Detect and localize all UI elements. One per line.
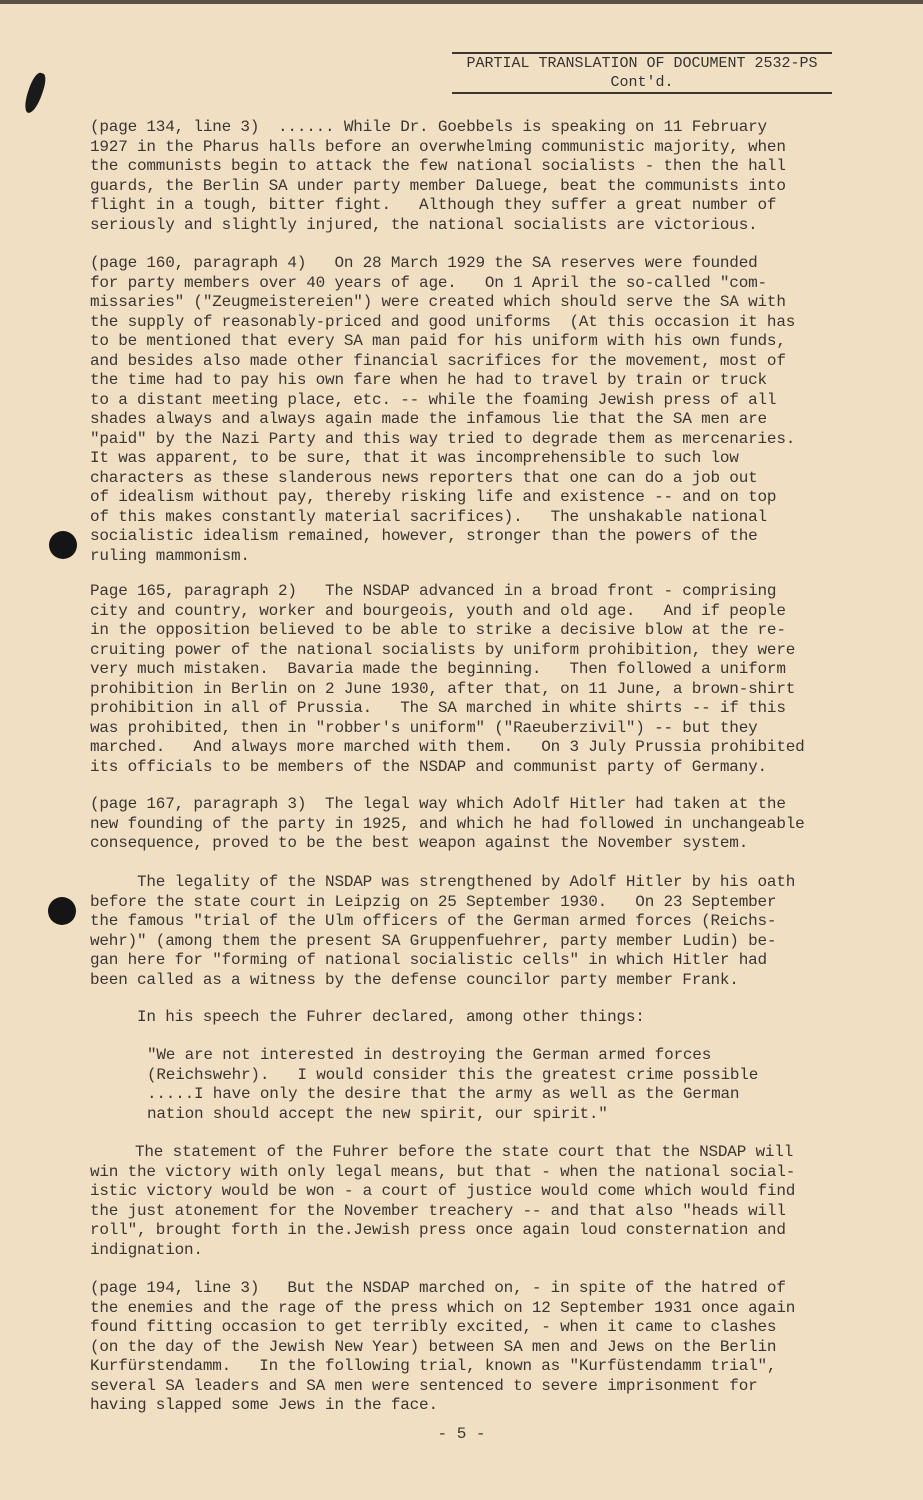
paragraph-legality <box>90 873 795 990</box>
text-line: prohibition in all of Prussia. The SA marched in white shirts -- if this <box>90 699 786 717</box>
text-line: the time had to pay his own fare when he had to travel by train or truck <box>90 371 767 389</box>
text-line: very much mistaken. Bavaria made the beginning. Then followed a uniform <box>90 660 786 678</box>
text-line: the communists begin to attack the few national socialists - then the hall <box>90 157 786 175</box>
text-line: The statement of the Fuhrer before the state court that the NSDAP will <box>135 1143 794 1161</box>
text-line: missaries" ("Zeugmeistereien") were created which should serve the SA with <box>90 293 786 311</box>
paragraph-page-160 <box>90 254 795 566</box>
text-line: In his speech the Fuhrer declared, among other things: <box>137 1008 645 1026</box>
text-line: been called as a witness by the defense councilor party member Frank. <box>90 970 739 989</box>
text-line: .....I have only the desire that the army as well as the German <box>147 1085 740 1103</box>
text-line: seriously and slightly injured, the national socialists are victorious. <box>90 215 758 234</box>
text-line: (on the day of the Jewish New Year) between SA men and Jews on the Berlin <box>90 1337 777 1356</box>
paragraph-page-194 <box>90 1279 795 1416</box>
text-line: to be mentioned that every SA man paid for his uniform with his own funds, <box>90 332 786 350</box>
text-line: gan here for "forming of national socialistic cells" in which Hitler had <box>90 951 767 969</box>
block-quote <box>147 1046 758 1124</box>
text-line: marched. And always more marched with them. On 3 July Prussia prohibited <box>90 738 805 756</box>
text-line: "We are not interested in destroying the German armed forces <box>147 1046 712 1064</box>
text-line: cruiting power of the national socialists by uniform prohibition, they were <box>90 640 796 659</box>
text-line: (page 194, line 3) But the NSDAP marched on, - in spite of the hatred of <box>90 1279 786 1297</box>
scan-edge <box>0 0 923 4</box>
paragraph-page-134 <box>90 118 786 235</box>
paragraph-speech-intro <box>137 1008 645 1028</box>
text-line: socialistic idealism remained, however, stronger than the powers of the <box>90 527 758 545</box>
ink-mark <box>22 71 48 115</box>
text-line: Page 165, paragraph 2) The NSDAP advanced in a broad front - comprising <box>90 582 777 600</box>
punch-hole <box>48 897 76 925</box>
text-line: (Reichswehr). I would consider this the greatest crime possible <box>147 1065 759 1084</box>
page-number: - 5 - <box>437 1425 486 1443</box>
document-title: PARTIAL TRANSLATION OF DOCUMENT 2532-PS <box>466 55 818 72</box>
text-line: ruling mammonism. <box>90 546 250 565</box>
text-line: to a distant meeting place, etc. -- while the foaming Jewish press of all <box>90 390 777 409</box>
text-line: before the state court in Leipzig on 25 September 1930. On 23 September <box>90 892 777 911</box>
text-line: Kurfürstendamm. In the following trial, known as "Kurfüstendamm trial", <box>90 1357 777 1375</box>
text-line: for party members over 40 years of age. On 1 April the so-called "com- <box>90 273 767 292</box>
text-line: (page 167, paragraph 3) The legal way which Adolf Hitler had taken at the <box>90 795 786 813</box>
text-line: its officials to be members of the NSDAP and communist party of Germany. <box>90 757 767 776</box>
text-line: 1927 in the Pharus halls before an overwhelming communistic majority, when <box>90 137 786 156</box>
punch-hole <box>49 531 77 559</box>
text-line: and besides also made other financial sacrifices for the movement, most of <box>90 351 786 370</box>
text-line: the famous "trial of the Ulm officers of the German armed forces (Reichs- <box>90 912 777 930</box>
header-rule-bottom <box>452 92 832 94</box>
paragraph-page-167 <box>90 795 805 854</box>
document-subtitle: Cont'd. <box>610 74 674 91</box>
text-line: (page 134, line 3) ...... While Dr. Goebbels is speaking on 11 February <box>90 118 767 136</box>
text-line: flight in a tough, bitter fight. Although they suffer a great number of <box>90 196 777 214</box>
paragraph-statement <box>90 1143 795 1260</box>
text-line: wehr)" (among them the present SA Gruppenfuehrer, party member Ludin) be- <box>90 931 777 950</box>
text-line: It was apparent, to be sure, that it was incomprehensible to such low <box>90 449 739 467</box>
text-line: of this makes constantly material sacrifices). The unshakable national <box>90 507 767 526</box>
text-line: istic victory would be won - a court of justice would come which would find <box>90 1182 796 1200</box>
text-line: "paid" by the Nazi Party and this way tried to degrade them as mercenaries. <box>90 429 796 448</box>
text-line: consequence, proved to be the best weapon against the November system. <box>90 834 749 852</box>
text-line: the supply of reasonably-priced and good uniforms (At this occasion it has <box>90 312 796 331</box>
text-line: city and country, worker and bourgeois, youth and old age. And if people <box>90 601 786 620</box>
text-line: having slapped some Jews in the face. <box>90 1396 438 1414</box>
text-line: new founding of the party in 1925, and which he had followed in unchangeable <box>90 814 805 833</box>
document-header <box>452 52 832 94</box>
text-line: win the victory with only legal means, but that - when the national social- <box>90 1162 796 1181</box>
text-line: nation should accept the new spirit, our spirit." <box>147 1104 608 1123</box>
text-line: of idealism without pay, thereby risking life and existence -- and on top <box>90 488 777 506</box>
text-line: (page 160, paragraph 4) On 28 March 1929 the SA reserves were founded <box>90 254 758 272</box>
text-line: The legality of the NSDAP was strengthened by Adolf Hitler by his oath <box>90 873 796 891</box>
text-line: shades always and always again made the infamous lie that the SA men are <box>90 410 767 428</box>
text-line: roll", brought forth in the.Jewish press once again loud consternation and <box>90 1221 786 1239</box>
text-line: characters as these slanderous news reporters that one can do a job out <box>90 468 758 487</box>
text-line: was prohibited, then in "robber's uniform" ("Raeuberzivil") -- but they <box>90 718 758 737</box>
text-line: guards, the Berlin SA under party member Daluege, beat the communists into <box>90 176 786 195</box>
paragraph-page-165 <box>90 582 805 777</box>
text-line: several SA leaders and SA men were sentenced to severe imprisonment for <box>90 1376 758 1395</box>
text-line: indignation. <box>90 1240 203 1259</box>
text-line: in the opposition believed to be able to strike a decisive blow at the re- <box>90 621 786 639</box>
text-line: the just atonement for the November treachery -- and that also "heads will <box>90 1201 786 1220</box>
text-line: the enemies and the rage of the press which on 12 September 1931 once again <box>90 1298 796 1317</box>
text-line: prohibition in Berlin on 2 June 1930, after that, on 11 June, a brown-shirt <box>90 679 796 698</box>
text-line: found fitting occasion to get terribly excited, - when it came to clashes <box>90 1318 777 1336</box>
